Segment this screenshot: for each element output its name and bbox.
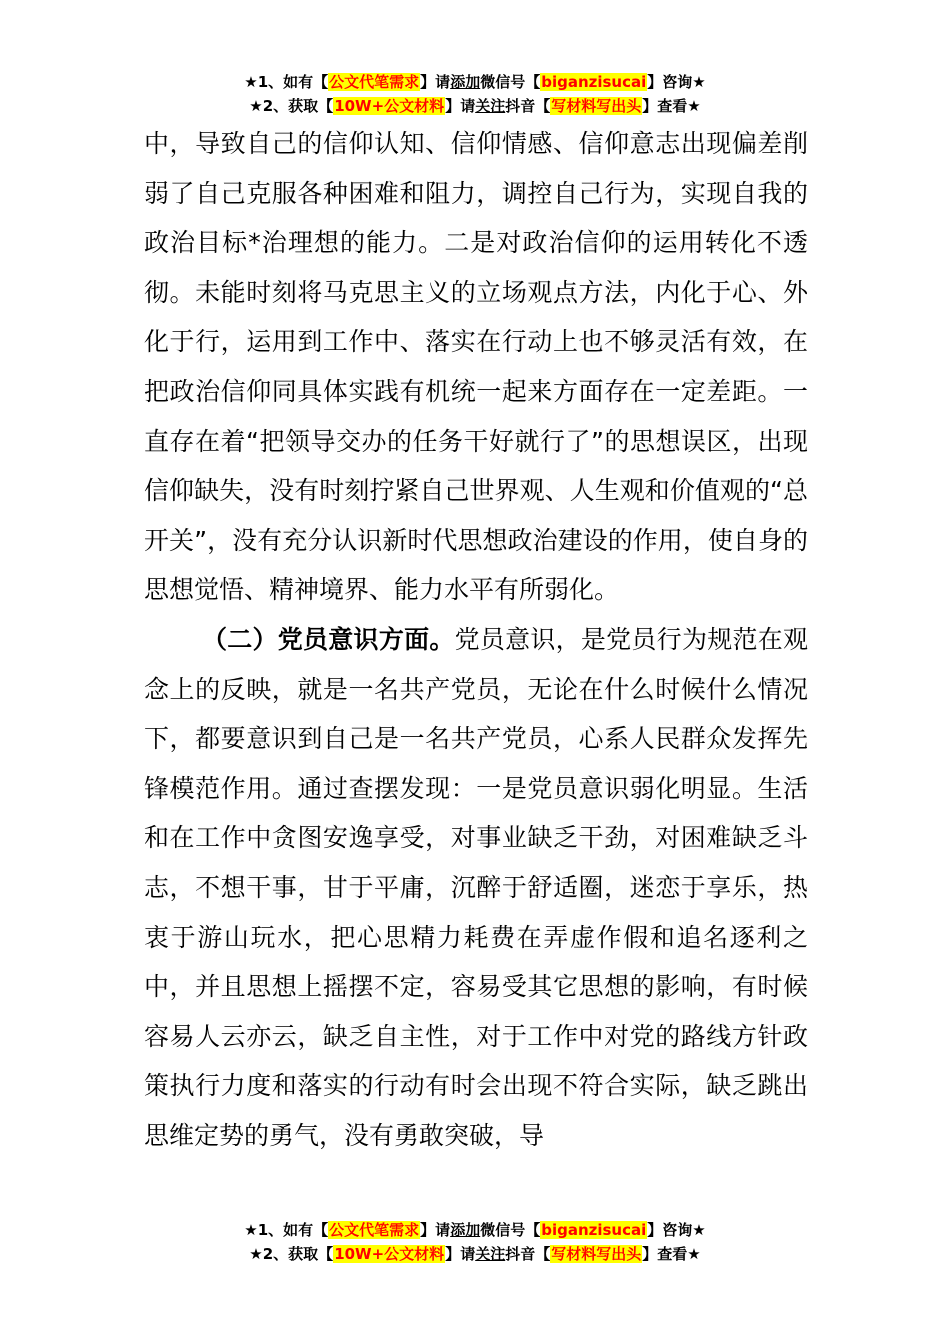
footer-line-2-prefix: ★2、获取【	[249, 1245, 334, 1263]
footer-line-2-mid1: 】请	[445, 1245, 476, 1263]
footer-line-1-mid1: 】请	[420, 1221, 451, 1239]
footer-line-1-suffix: 】咨询★	[647, 1221, 706, 1239]
footer-line-2-highlight-materials: 10W+公文材料	[334, 1245, 445, 1263]
footer-line-2-highlight-douyin: 写材料写出头	[551, 1245, 642, 1263]
header-line-2-suffix: 】查看★	[642, 97, 701, 115]
body-paragraph-1: 中，导致自己的信仰认知、信仰情感、信仰意志出现偏差削弱了自己克服各种困难和阻力，调控自己行为，实现自我的政治目标*治理想的能力。二是对政治信仰的运用转化不透彻。未能时刻将马克思主义的立场观点方法，内化于心、外化于行，运用到工作中、落实在行动上也不够灵活有效，在把政治信仰同具体实践有机统一起来方面存在一定差距。一直存在着“把领导交办的任务干好就行了”的思想误区，出现信仰缺失，没有时刻拧紧自己世界观、人生观和价值观的“总开关”，没有充分认识新时代思想政治建设的作用，使自身的思想觉悟、精神境界、能力水平有所弱化。	[144, 129, 808, 605]
footer-line-1-prefix: ★1、如有【	[244, 1221, 329, 1239]
header-line-1-suffix: 】咨询★	[647, 73, 706, 91]
header-line-1-mid2: 微信号【	[480, 73, 541, 91]
footer-line-1-highlight-service: 公文代笔需求	[329, 1221, 420, 1239]
header-line-2-mid2: 抖音【	[505, 97, 551, 115]
footer-line-2	[0, 1242, 950, 1266]
document-body	[144, 119, 808, 1160]
section-heading-party-awareness: （二）党员意识方面。	[202, 624, 455, 654]
footer-line-1-highlight-wechat-id: biganzisucai	[541, 1221, 647, 1239]
header-line-1-highlight-service: 公文代笔需求	[329, 73, 420, 91]
footer-banner	[0, 1218, 950, 1266]
footer-line-1-emphasis: 添加	[450, 1221, 481, 1239]
header-line-2	[0, 94, 950, 118]
footer-line-2-suffix: 】查看★	[642, 1245, 701, 1263]
header-line-2-mid1: 】请	[445, 97, 476, 115]
header-banner	[0, 70, 950, 118]
header-line-2-emphasis: 关注	[475, 97, 506, 115]
header-line-1-prefix: ★1、如有【	[244, 73, 329, 91]
body-paragraph-2	[144, 615, 808, 1161]
header-line-2-prefix: ★2、获取【	[249, 97, 334, 115]
footer-line-1-mid2: 微信号【	[480, 1221, 541, 1239]
footer-line-2-mid2: 抖音【	[505, 1245, 551, 1263]
footer-line-2-emphasis: 关注	[475, 1245, 506, 1263]
header-line-1-emphasis: 添加	[450, 73, 481, 91]
footer-line-1	[0, 1218, 950, 1242]
header-line-1-highlight-wechat-id: biganzisucai	[541, 73, 647, 91]
header-line-2-highlight-douyin: 写材料写出头	[551, 97, 642, 115]
header-line-2-highlight-materials: 10W+公文材料	[334, 97, 445, 115]
body-paragraph-2-text: 党员意识，是党员行为规范在观念上的反映，就是一名共产党员，无论在什么时候什么情况下，都要意识到自己是一名共产党员，心系人民群众发挥先锋模范作用。通过查摆发现：一是党员意识弱化明显。生活和在工作中贪图安逸享受，对事业缺乏干劲，对困难缺乏斗志，不想干事，甘于平庸，沉醉于舒适圈，迷恋于享乐，热衷于游山玩水，把心思精力耗费在弄虚作假和追名逐利之中，并且思想上摇摆不定，容易受其它思想的影响，有时候容易人云亦云，缺乏自主性，对于工作中对党的路线方针政策执行力度和落实的行动有时会出现不符合实际，缺乏跳出思维定势的勇气，没有勇敢突破，导	[144, 624, 808, 1150]
header-line-1	[0, 70, 950, 94]
header-line-1-mid1: 】请	[420, 73, 451, 91]
